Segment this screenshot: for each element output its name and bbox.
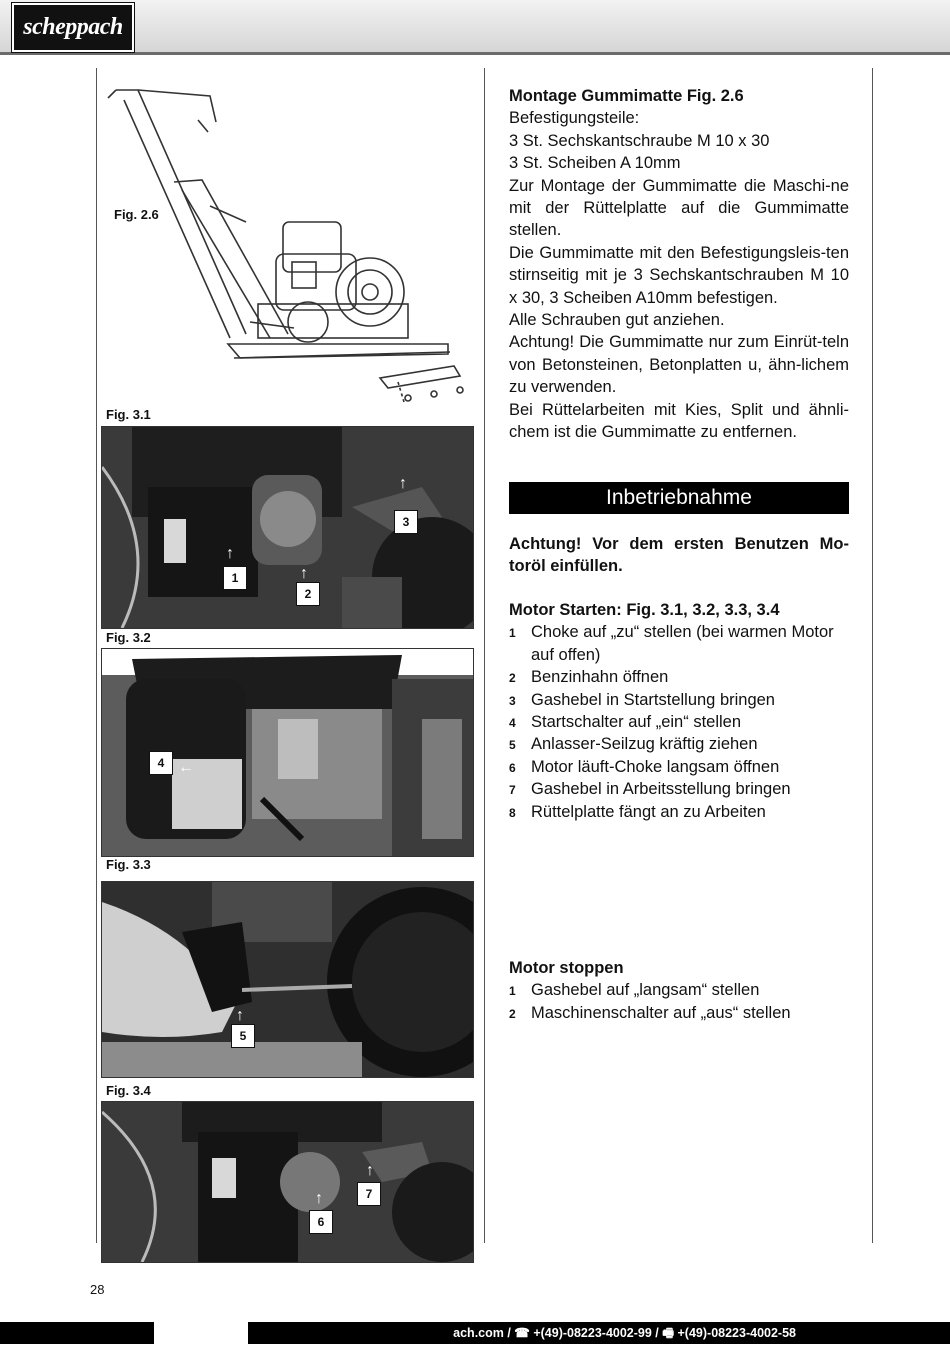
list-item — [509, 801, 849, 823]
step-text: Startschalter auf „ein“ stellen — [531, 713, 742, 732]
marker-6: 6 — [309, 1210, 333, 1234]
marker-arrow-2: ↑ — [300, 565, 308, 582]
fig-2-6-label: Fig. 2.6 — [114, 207, 159, 222]
step-number: 2 — [509, 671, 516, 686]
step-text: Benzinhahn öffnen — [531, 668, 669, 687]
marker-1: 1 — [223, 566, 247, 590]
marker-4: 4 — [149, 751, 173, 775]
section-heading-inbetriebnahme: Inbetriebnahme — [509, 482, 849, 514]
fig-3-1-photo — [101, 426, 474, 629]
montage-paragraph: Zur Montage der Gummimatte die Maschi-ne mit der Rüttelplatte auf die Gummimatte stellen. — [509, 176, 849, 240]
list-item — [509, 711, 849, 733]
marker-arrow-1: ↑ — [226, 545, 234, 562]
step-text: Anlasser-Seilzug kräftig ziehen — [531, 735, 758, 754]
list-item — [509, 621, 849, 666]
right-rule — [872, 68, 873, 1243]
montage-paragraph: Die Gummimatte mit den Befestigungsleis-ten stirnseitig mit je 3 Sechskantschrauben M 10 x 30, 3 Scheiben A10mm befestigen. — [509, 243, 849, 307]
list-item — [509, 979, 849, 1001]
montage-paragraph: Bei Rüttelarbeiten mit Kies, Split und ähnli-chem ist die Gummimatte zu entfernen. — [509, 400, 849, 442]
step-text: Gashebel in Startstellung bringen — [531, 690, 775, 709]
step-text: Gashebel in Arbeitsstellung bringen — [531, 780, 791, 799]
montage-paragraph: Alle Schrauben gut anziehen. — [509, 311, 725, 330]
step-number: 3 — [509, 693, 516, 708]
marker-arrow-6: ↑ — [315, 1190, 323, 1207]
fig-3-3-photo — [101, 881, 474, 1078]
marker-arrow-4: ← — [178, 759, 194, 776]
motor-stoppen-section — [509, 957, 849, 1024]
start-steps-list — [509, 621, 849, 823]
motor-starten-title: Motor Starten: Fig. 3.1, 3.2, 3.3, 3.4 — [509, 601, 780, 619]
step-number: 7 — [509, 783, 516, 798]
footer-gap — [154, 1322, 248, 1344]
montage-title: Montage Gummimatte Fig. 2.6 — [509, 87, 744, 105]
list-item — [509, 1002, 849, 1024]
page-number: 28 — [90, 1282, 105, 1297]
marker-2: 2 — [296, 582, 320, 606]
motor-stoppen-title: Motor stoppen — [509, 959, 624, 977]
fig-2-6-drawing — [98, 82, 474, 407]
fig-3-2-label: Fig. 3.2 — [106, 630, 151, 645]
brand-logo: scheppach — [12, 3, 134, 52]
step-number: 4 — [509, 716, 516, 731]
list-item — [509, 778, 849, 800]
step-number: 6 — [509, 760, 516, 775]
left-rule — [96, 68, 97, 1243]
motor-starten-section — [509, 599, 849, 823]
list-item — [509, 756, 849, 778]
montage-section — [509, 85, 849, 444]
step-text: Maschinenschalter auf „aus“ stellen — [531, 1003, 791, 1022]
montage-line: 3 St. Sechskantschraube M 10 x 30 — [509, 131, 770, 150]
footer-contact: ach.com / ☎ +(49)-08223-4002-99 / 🖷 +(49)-08223-4002-58 — [453, 1326, 796, 1340]
marker-5: 5 — [231, 1024, 255, 1048]
list-item — [509, 666, 849, 688]
montage-line: Befestigungsteile: — [509, 109, 640, 128]
step-number: 1 — [509, 626, 516, 641]
step-number: 5 — [509, 738, 516, 753]
fig-3-4-label: Fig. 3.4 — [106, 1083, 151, 1098]
step-text: Choke auf „zu“ stellen (bei warmen Motor auf offen) — [531, 623, 834, 664]
step-number: 2 — [509, 1006, 516, 1021]
warning-text: Achtung! Vor dem ersten Benutzen Mo-toröl einfüllen. — [509, 535, 849, 576]
step-text: Rüttelplatte fängt an zu Arbeiten — [531, 802, 766, 821]
marker-arrow-7: ↑ — [366, 1162, 374, 1179]
fig-3-1-label: Fig. 3.1 — [106, 407, 151, 422]
marker-arrow-3: ↑ — [399, 475, 407, 492]
fig-3-4-photo — [101, 1101, 474, 1263]
fig-3-3-label: Fig. 3.3 — [106, 857, 151, 872]
list-item — [509, 733, 849, 755]
step-text: Motor läuft-Choke langsam öffnen — [531, 757, 780, 776]
header-bar — [0, 0, 950, 55]
montage-line: 3 St. Scheiben A 10mm — [509, 154, 681, 173]
step-number: 1 — [509, 984, 516, 999]
list-item — [509, 689, 849, 711]
marker-3: 3 — [394, 510, 418, 534]
step-number: 8 — [509, 805, 516, 820]
marker-7: 7 — [357, 1182, 381, 1206]
center-rule — [484, 68, 485, 1243]
marker-arrow-5: ↑ — [236, 1007, 244, 1024]
stop-steps-list — [509, 979, 849, 1024]
montage-paragraph: Achtung! Die Gummimatte nur zum Einrüt-teln von Betonsteinen, Betonplatten u, ähn-lichem zu verwenden. — [509, 333, 849, 397]
step-text: Gashebel auf „langsam“ stellen — [531, 981, 760, 1000]
